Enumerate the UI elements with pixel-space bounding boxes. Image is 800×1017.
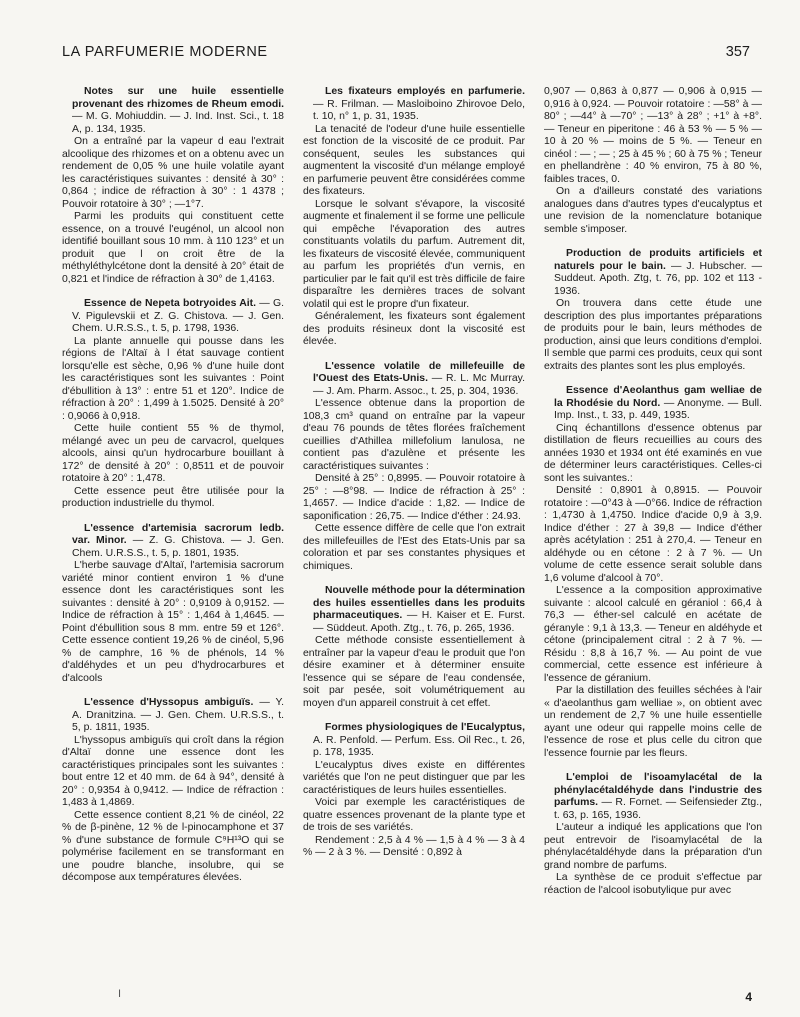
paragraph: Cette huile contient 55 % de thymol, mélangé avec un peu de carvacrol, quelques alcools, ainsi qu'un hydrocarbure bouillant à 172° de densité à 20° : 0,8511 et de pouvoir rotatoire à 20° : 1,478. bbox=[62, 423, 284, 484]
paragraph: On a d'ailleurs constaté des variations analogues dans d'autres types d'eucalyptus et une revision de la nomenclature botanique semble s'imposer. bbox=[544, 186, 762, 235]
article-title: Production de produits artificiels et naturels pour le bain. bbox=[554, 248, 762, 272]
text-columns bbox=[62, 86, 762, 966]
paragraph: Cette méthode consiste essentiellement à entraîner par la vapeur d'eau le produit que l'on désire examiner et à déterminer ensuite l'essence qui se sépare de l'eau condensée, soit par pesée, soit volumétriquement au moyen d'un appareil construit à cet effet. bbox=[303, 635, 525, 709]
article bbox=[62, 523, 284, 686]
article bbox=[62, 86, 284, 286]
article bbox=[303, 722, 525, 860]
paragraph: L'essence a la composition approximative suivante : alcool calculé en géraniol : 66,4 à 76,3 — éther-sel calculé en acétate de géranyle : 9,1 à 13,3. — Teneur en aldéhyde et cétone (principalement citral : 2 à 7 %. — Résidu : 8,8 à 16,7 %. — Au point de vue commercial, cette essence est inférieure à l'essence de géranium. bbox=[544, 585, 762, 684]
running-title: LA PARFUMERIE MODERNE bbox=[62, 44, 268, 60]
article-title: Notes sur une huile essentielle provenant des rhizomes de Rheum emodi. bbox=[72, 86, 284, 110]
article-reference: — H. Kaiser et E. Furst. — Süddeut. Apoth. Ztg., t. 76, p. 265, 1936. bbox=[313, 610, 525, 634]
paragraph: Lorsque le solvant s'évapore, la viscosité augmente et finalement il se forme une pellicule qui empêche l'évaporation des autres constituants volatils du parfum. Autrement dit, les fixateurs de viscosité élevée, communiquent au parfum les propriétés d'un vernis, en particulier par le fait qu'il est très difficile de faire disparaître les dernières traces de solvant volatil qui est le propre d'un fixateur. bbox=[303, 198, 525, 310]
article bbox=[62, 298, 284, 511]
margin-mark: I bbox=[118, 988, 122, 1000]
paragraph: Cinq échantillons d'essence obtenus par distillation de fleurs recueillies au cours des années 1930 et 1934 ont été examinés en vue de déterminer leurs caractéristiques. Celles-ci sont les suivantes.: bbox=[544, 422, 762, 484]
article bbox=[62, 697, 284, 885]
paragraph: Densité : 0,8901 à 0,8915. — Pouvoir rotatoire : —0°43 à —0°66. Indice de réfraction : 1,4730 à 1,4750. Indice d'acide 0,9 à 3,9. Indice d'éther : 27 à 39,8 — Indice d'éther après acétylation : 251 à 270,4. — Teneur en aldéhyde ou en cétone : 2 à 7 %. — Un volume de cette essence serait soluble dans 1,6 volume d'alcool à 70°. bbox=[544, 485, 762, 584]
article-reference: — M. G. Mohiuddin. — J. Ind. Inst. Sci., t. 18 A, p. 134, 1935. bbox=[72, 111, 284, 135]
column-2 bbox=[303, 86, 525, 966]
article-heading bbox=[62, 86, 284, 136]
article-reference: — Z. G. Chistova. — J. Gen. Chem. U.R.S.S., t. 5, p. 1801, 1935. bbox=[72, 535, 284, 559]
paragraph: Voici par exemple les caractéristiques de quatre essences provenant de la plante type et de trois de ses variétés. bbox=[303, 797, 525, 833]
article-heading bbox=[544, 385, 762, 423]
article-reference: — G. V. Pigulevskii et Z. G. Chistova. — J. Gen. Chem. U.R.S.S., t. 5, p. 1798, 1936. bbox=[72, 298, 284, 334]
paragraph: La plante annuelle qui pousse dans les régions de l'Altaï à l état sauvage contient lorsqu'elle est sèche, 0,96 % d'une huile dont les caractéristiques sont les suivantes : Point d'ébullition à 13° : entre 51 et 120°. Indice de réfraction à 20° : 1,499 à 1.5025. Densité à 20° : 0,9066 à 0,918. bbox=[62, 335, 284, 422]
article-heading bbox=[62, 697, 284, 735]
article bbox=[303, 361, 525, 574]
article-title: Formes physiologiques de l'Eucalyptus, bbox=[325, 722, 525, 733]
paragraph: La synthèse de ce produit s'effectue par réaction de l'alcool isobutylique pur avec bbox=[544, 872, 762, 896]
article-heading bbox=[303, 361, 525, 399]
article-heading bbox=[62, 298, 284, 336]
column-1 bbox=[62, 86, 284, 966]
paragraph: Parmi les produits qui constituent cette essence, on a trouvé l'eugénol, un alcool non identifié bouillant sous 10 mm. à 110 123° et un produit que l on croit être de la méthyléthylcétone dont la densité à 20° était de 0,821 et l'indice de réfraction à 30° de 1,4163. bbox=[62, 211, 284, 285]
paragraph: L'essence obtenue dans la proportion de 108,3 cm³ quand on entraîne par la vapeur d'eau 76 pounds de têtes florées fraîchement cueillies d'Athillea millefolium lanulosa, ne contient pas d'azulène et présente les caractéristiques suivantes : bbox=[303, 398, 525, 472]
paragraph: Cette essence diffère de celle que l'on extrait des millefeuilles de l'Est des Etats-Unis par sa coloration et par ses constantes physiques et chimiques. bbox=[303, 523, 525, 572]
paragraph: La tenacité de l'odeur d'une huile essentielle est fonction de la viscosité de ce produit. Par conséquent, seules les substances qui augmentent la viscosité d'un mélange employé en parfumerie peuvent être considérées comme des fixateurs. bbox=[303, 123, 525, 197]
article bbox=[303, 86, 525, 349]
article-title: Essence de Nepeta botryoides Ait. bbox=[84, 298, 257, 309]
article-heading bbox=[62, 523, 284, 561]
paragraph: Par la distillation des feuilles séchées à l'air « d'aeolanthus gam welliae », on obtient avec un rendement de 2,7 % une huile essentielle ayant une odeur qui rappelle moins celle de l'essence de rose et plus celle du citron que l'essence fournie par les fleurs. bbox=[544, 685, 762, 759]
paragraph: Cette essence contient 8,21 % de cinéol, 22 % de β-pinène, 12 % de l-pinocamphone et 37 % d'une substance de formule C⁹H¹³O qui se polymérise facilement en se transformant en une poudre blanche, insolubre, qui se décompose aux températures élevées. bbox=[62, 809, 284, 883]
article-heading bbox=[303, 722, 525, 760]
article bbox=[544, 385, 762, 760]
paragraph: L'herbe sauvage d'Altaï, l'artemisia sacrorum variété minor contient environ 1 % d'une essence dont les caractéristiques sont les suivantes : densité à 20° : 0,9109 à 0,9152. — Indice de réfraction à 15° : 1,464 à 1,4645. — Point d'ébullition sous 8 mm. entre 59 et 126°. Cette essence contient 19,26 % de cinéol, 5,96 % de camphre, 16 % de phénols, 14 % d'aldéhydes et un peu d'hydrocarbures et d'alcools bbox=[62, 560, 284, 684]
paragraph: On a entraîné par la vapeur d eau l'extrait alcoolique des rhizomes et on a obtenu avec un rendement de 0,05 % une huile volatile ayant les caractéristiques suivantes : densité à 30° : 0,864 ; indice de réfraction à 30° : 1 4378 ; Pouvoir rotatoire à 30° ; —1°7. bbox=[62, 136, 284, 210]
article-heading bbox=[544, 248, 762, 298]
article bbox=[544, 86, 762, 236]
article-title: L'essence d'Hyssopus ambiguïs. bbox=[84, 697, 254, 708]
article-heading bbox=[303, 585, 525, 635]
page-header bbox=[62, 44, 750, 64]
paragraph: L'hyssopus ambiguïs qui croît dans la région d'Altaï donne une essence dont les caractéristiques principales sont les suivantes : bout entre 12 et 40 mm. de 64 à 94°, densité à 20° : 0,9354 à 0,9412. — Indice de réfraction : 1,483 à 1,4869. bbox=[62, 734, 284, 808]
paragraph: Densité à 25° : 0,8995. — Pouvoir rotatoire à 25° : —8°98. — Indice de réfraction à 25° : 1,4657. — Indice d'acide : 1,82. — Indice de saponification : 26,75. — Indice d'éther : 24.93. bbox=[303, 473, 525, 522]
paragraph: Cette essence peut être utilisée pour la production industrielle du thymol. bbox=[62, 485, 284, 509]
paragraph: Généralement, les fixateurs sont également des produits résineux dont la viscosité est élevée. bbox=[303, 311, 525, 347]
article-title: Nouvelle méthode pour la détermination des huiles essentielles dans les produits pharmaceutiques. bbox=[313, 585, 525, 621]
article-title: L'emploi de l'isoamylacétal de la phénylacétaldéhyde dans l'industrie des parfums. bbox=[554, 772, 762, 808]
article-reference: — Y. A. Dranitzina. — J. Gen. Chem. U.R.S.S., t. 5, p. 1811, 1935. bbox=[72, 697, 284, 733]
paragraph: L'auteur a indiqué les applications que l'on peut entrevoir de l'isoamylacétal de la phénylacétaldéhyde dans la préparation d'un grand nombre de parfums. bbox=[544, 822, 762, 871]
article-title: L'essence d'artemisia sacrorum ledb. var. Minor. bbox=[72, 522, 284, 546]
paragraph: 0,907 — 0,863 à 0,877 — 0,906 à 0,915 — 0,916 à 0,924. — Pouvoir rotatoire : —58° à —80° ; —44° à —70° ; —13° à 28° ; +1° à +8°. — Teneur en piperitone : 46 à 53 % — 5 % — 10 à 20 % — moins de 5 %. — Teneur en cinéol : — ; — ; 25 à 45 % ; 60 à 75 % ; Teneur en phellandrène : 40 % environ, 75 à 80 %, faibles traces, 0. bbox=[544, 86, 762, 185]
article-reference: — R. Fornet. — Seifensieder Ztg., t. 63, p. 165, 1936. bbox=[554, 797, 762, 821]
article-reference: A. R. Penfold. — Perfum. Ess. Oil Rec., t. 26, p. 178, 1935. bbox=[313, 734, 525, 758]
article-heading bbox=[303, 86, 525, 124]
paragraph: L'eucalyptus dives existe en différentes variétés que l'on ne peut distinguer que par les caractéristiques de leurs huiles essentielles. bbox=[303, 759, 525, 796]
article-title: Les fixateurs employés en parfumerie. bbox=[325, 86, 525, 97]
page-number: 357 bbox=[725, 44, 750, 60]
paragraph: On trouvera dans cette étude une description des plus importantes préparations de produits pour le bain, leurs méthodes de production, ainsi que leurs conditions d'emploi. Il semble que parmi ces produits, ceux qui sont extraits des plantes sont les plus employés. bbox=[544, 298, 762, 372]
article-reference: — R. L. Mc Murray. — J. Am. Pharm. Assoc., t. 25, p. 304, 1936. bbox=[313, 373, 525, 397]
article-reference: — R. Frilman. — Masloiboino Zhirovoe Delo, t. 10, n° 1, p. 31, 1935. bbox=[313, 98, 525, 122]
article-reference: — J. Hubscher. — Suddeut. Apoth. Ztg, t. 76, pp. 102 et 113 - 1936. bbox=[554, 260, 763, 297]
article-heading bbox=[544, 772, 762, 822]
article-title: L'essence volatile de millefeuille de l'Ouest des Etats-Unis. bbox=[313, 360, 525, 384]
article-reference: — Anonyme. — Bull. Imp. Inst., t. 33, p. 449, 1935. bbox=[554, 397, 762, 421]
column-3 bbox=[544, 86, 762, 966]
article-title: Essence d'Aeolanthus gam welliae de la Rhodésie du Nord. bbox=[554, 385, 762, 409]
signature-number: 4 bbox=[745, 990, 752, 1004]
paragraph: Rendement : 2,5 à 4 % — 1,5 à 4 % — 3 à 4 % — 2 à 3 %. — Densité : 0,892 à bbox=[303, 834, 525, 858]
article bbox=[544, 248, 762, 373]
article bbox=[303, 585, 525, 710]
article bbox=[544, 772, 762, 897]
